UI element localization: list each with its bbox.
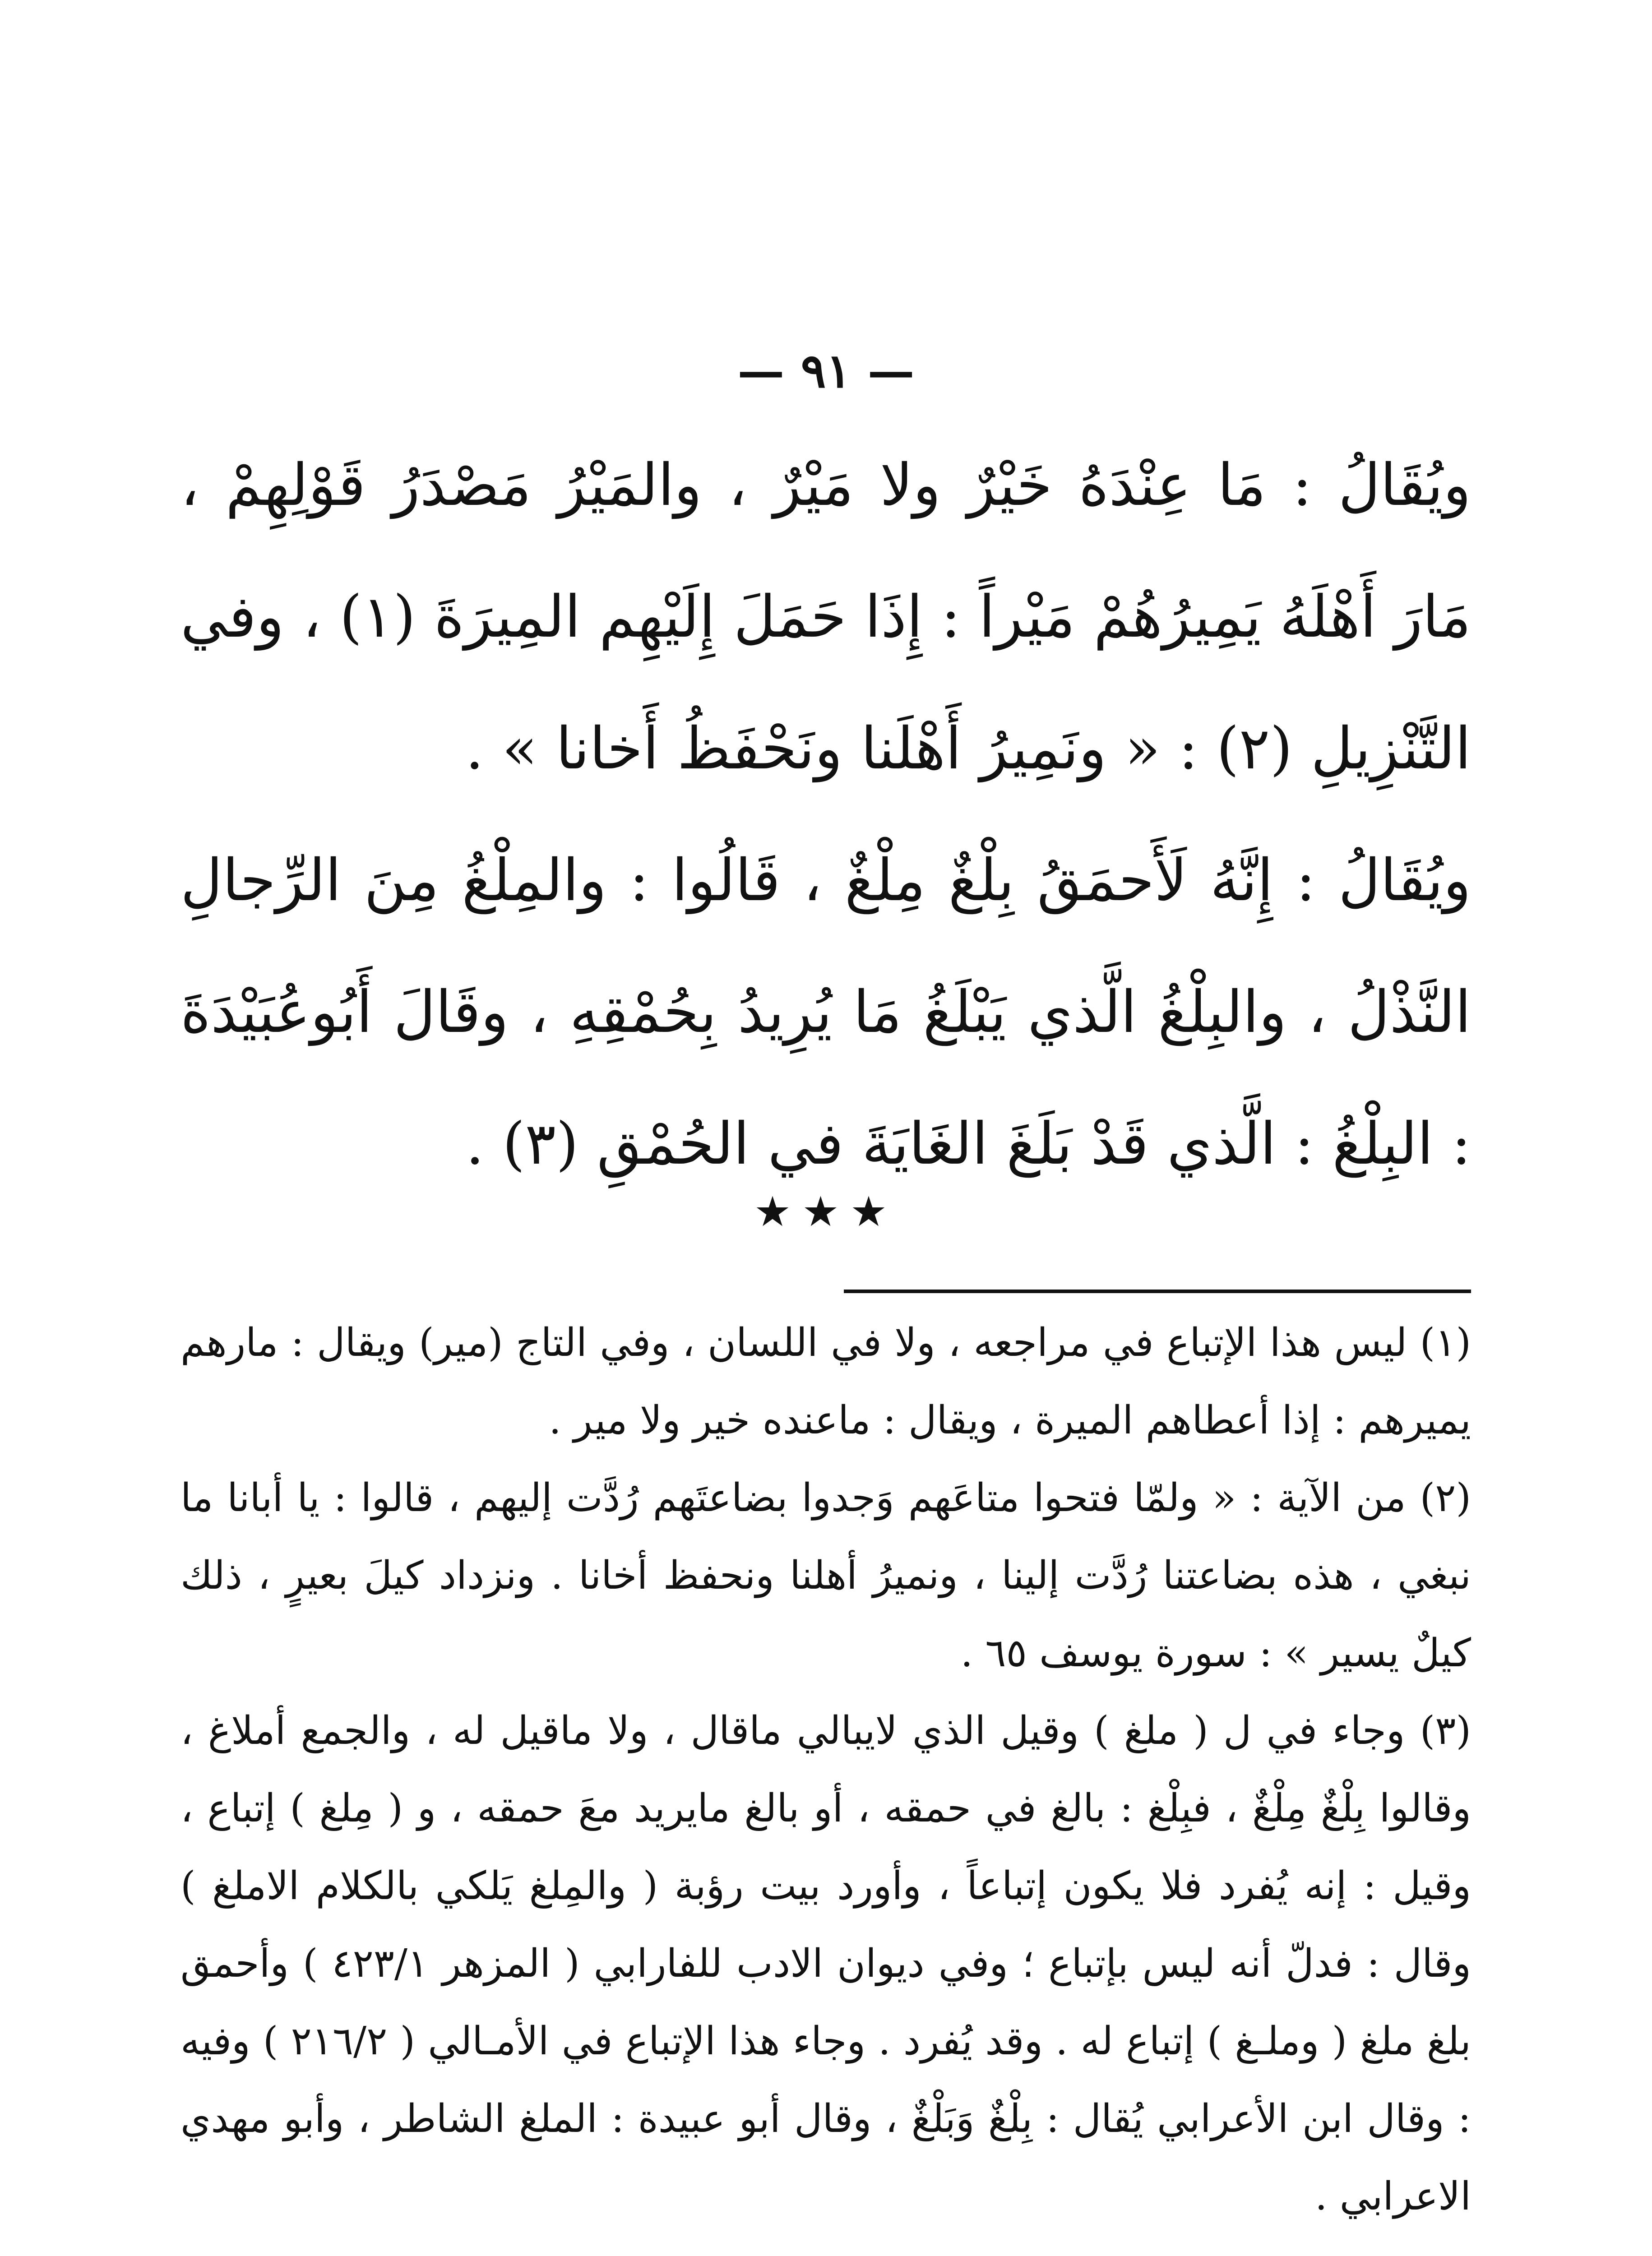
footnotes (180, 1304, 1471, 2235)
section-separator-stars: ★★★ (754, 1188, 898, 1236)
paragraph-bilgh: ويُقَالُ : إِنَّهُ لَأَحمَقُ بِلْغٌ مِلْغٌ ، قَالُوا : والمِلْغُ مِنَ الرِّجالِ النَّذْلُ ، والبِلْغُ الَّذي يَبْلَغُ مَا يُرِيدُ بِحُمْقِهِ ، وقَالَ أَبُوعُبَيْدَةَ : البِلْغُ : الَّذي قَدْ بَلَغَ الغَايَةَ في الحُمْقِ (٣) . (180, 847, 1471, 1178)
page-number: — ٩١ — (737, 343, 915, 398)
main-text (180, 420, 1471, 1210)
footnote-2: (٢) من الآية : « ولمّا فتحوا متاعَهم وَجدوا بضاعتَهم رُدَّت إليهم ، قالوا : يا أبانا ما نبغي ، هذه بضاعتنا رُدَّت إلينا ، ونميرُ أهلنا ونحفظ أخانا . ونزداد كيلَ بعيرٍ ، ذلك كيلٌ يسير » : سورة يوسف ٦٥ . (180, 1475, 1471, 1676)
footnote-3: (٣) وجاء في ل ( ملغ ) وقيل الذي لايبالي ماقال ، ولا ماقيل له ، والجمع أملاغ ، وقالوا بِلْغٌ مِلْغٌ ، فبِلْغ : بالغ في حمقه ، أو بالغ مايريد معَ حمقه ، و ( مِلغ ) إتباع ، وقيل : إنه يُفرد فلا يكون إتباعاً ، وأورد بيت رؤبة ( والمِلغ يَلكي بالكلام الاملغ ) وقال : فدلّ أنه ليس بإتباع ؛ وفي ديوان الادب للفارابي ( المزهر ٤٢٣/١ ) وأحمق بلغ ملغ ( وملـغ ) إتباع له . وقد يُفرد . وجاء هذا الإتباع في الأمـالي ( ٢١٦/٢ ) وفيه : وقال ابن الأعرابي يُقال : بِلْغٌ وَبَلْغٌ ، وقال أبو عبيدة : الملغ الشاطر ، وأبو مهدي الاعرابي . (180, 1708, 1472, 2219)
paragraph-mayr: ويُقَالُ : مَا عِنْدَهُ خَيْرٌ ولا مَيْرٌ ، والمَيْرُ مَصْدَرُ قَوْلِهِمْ ، مَارَ أَهْلَهُ يَمِيرُهُمْ مَيْراً : إِذَا حَمَلَ إِلَيْهِم المِيرَةَ (١) ، وفي التَّنْزِيلِ (٢) : « ونَمِيرُ أَهْلَنا ونَحْفَظُ أَخانا » . (180, 452, 1472, 782)
footnote-divider (844, 1290, 1471, 1293)
footnote-1: (١) ليس هذا الإتباع في مراجعه ، ولا في اللسان ، وفي التاج (مير) ويقال : مارهم يميرهم : إذا أعطاهم الميرة ، ويقال : ماعنده خير ولا مير . (180, 1320, 1471, 1443)
